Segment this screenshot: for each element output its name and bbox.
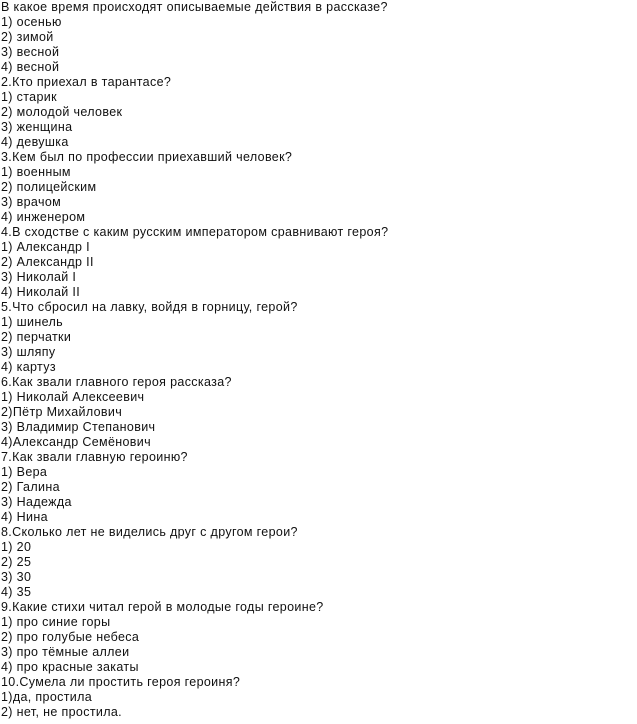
answer-option: 1) Александр I [1, 240, 90, 254]
question-text: 10.Сумела ли простить героя героиня? [1, 675, 241, 689]
answer-option: 2) 25 [1, 555, 32, 569]
answer-option: 2) Галина [1, 480, 60, 494]
answer-option: 1) осенью [1, 15, 62, 29]
question-block-3 [1, 150, 635, 225]
answer-option: 2) про голубые небеса [1, 630, 140, 644]
question-text: 4.В сходстве с каким русским императором сравнивают героя? [1, 225, 389, 239]
answer-option: 2)Пётр Михайлович [1, 405, 123, 419]
answer-option: 4) весной [1, 60, 60, 74]
answer-option: 3) Николай I [1, 270, 77, 284]
question-text: 6.Как звали главного героя рассказа? [1, 375, 232, 389]
question-text: 7.Как звали главную героиню? [1, 450, 188, 464]
question-block-2 [1, 75, 635, 150]
question-block-10 [1, 675, 635, 720]
answer-option: 3) Владимир Степанович [1, 420, 156, 434]
question-block-7 [1, 450, 635, 525]
answer-option: 1) про синие горы [1, 615, 111, 629]
question-text: 9.Какие стихи читал герой в молодые годы героине? [1, 600, 324, 614]
question-text: 5.Что сбросил на лавку, войдя в горницу, герой? [1, 300, 298, 314]
answer-option: 4) девушка [1, 135, 69, 149]
answer-option: 4) инженером [1, 210, 86, 224]
question-text: 8.Сколько лет не виделись друг с другом герои? [1, 525, 298, 539]
answer-option: 1)да, простила [1, 690, 93, 704]
answer-option: 4) Николай II [1, 285, 81, 299]
answer-option: 3) Надежда [1, 495, 72, 509]
answer-option: 4) 35 [1, 585, 32, 599]
answer-option: 3) женщина [1, 120, 73, 134]
answer-option: 3) про тёмные аллеи [1, 645, 130, 659]
answer-option: 4) картуз [1, 360, 56, 374]
answer-option: 2) Александр II [1, 255, 94, 269]
answer-option: 2) перчатки [1, 330, 72, 344]
answer-option: 4) Нина [1, 510, 48, 524]
question-block-6 [1, 375, 635, 450]
question-block-5 [1, 300, 635, 375]
question-block-9 [1, 600, 635, 675]
quiz-document [1, 0, 635, 720]
question-block-4 [1, 225, 635, 300]
answer-option: 3) шляпу [1, 345, 56, 359]
answer-option: 1) Вера [1, 465, 48, 479]
question-block-1 [1, 0, 635, 75]
question-text: 2.Кто приехал в тарантасе? [1, 75, 172, 89]
question-text: В какое время происходят описываемые действия в рассказе? [1, 0, 388, 14]
answer-option: 4)Александр Семёнович [1, 435, 151, 449]
answer-option: 3) 30 [1, 570, 32, 584]
question-text: 3.Кем был по профессии приехавший человек? [1, 150, 293, 164]
answer-option: 1) 20 [1, 540, 32, 554]
answer-option: 1) военным [1, 165, 71, 179]
answer-option: 3) врачом [1, 195, 62, 209]
answer-option: 2) нет, не простила. [1, 705, 122, 719]
answer-option: 2) зимой [1, 30, 54, 44]
answer-option: 1) шинель [1, 315, 63, 329]
question-block-8 [1, 525, 635, 600]
answer-option: 1) Николай Алексеевич [1, 390, 145, 404]
answer-option: 4) про красные закаты [1, 660, 139, 674]
answer-option: 2) молодой человек [1, 105, 123, 119]
answer-option: 1) старик [1, 90, 57, 104]
answer-option: 3) весной [1, 45, 60, 59]
answer-option: 2) полицейским [1, 180, 97, 194]
